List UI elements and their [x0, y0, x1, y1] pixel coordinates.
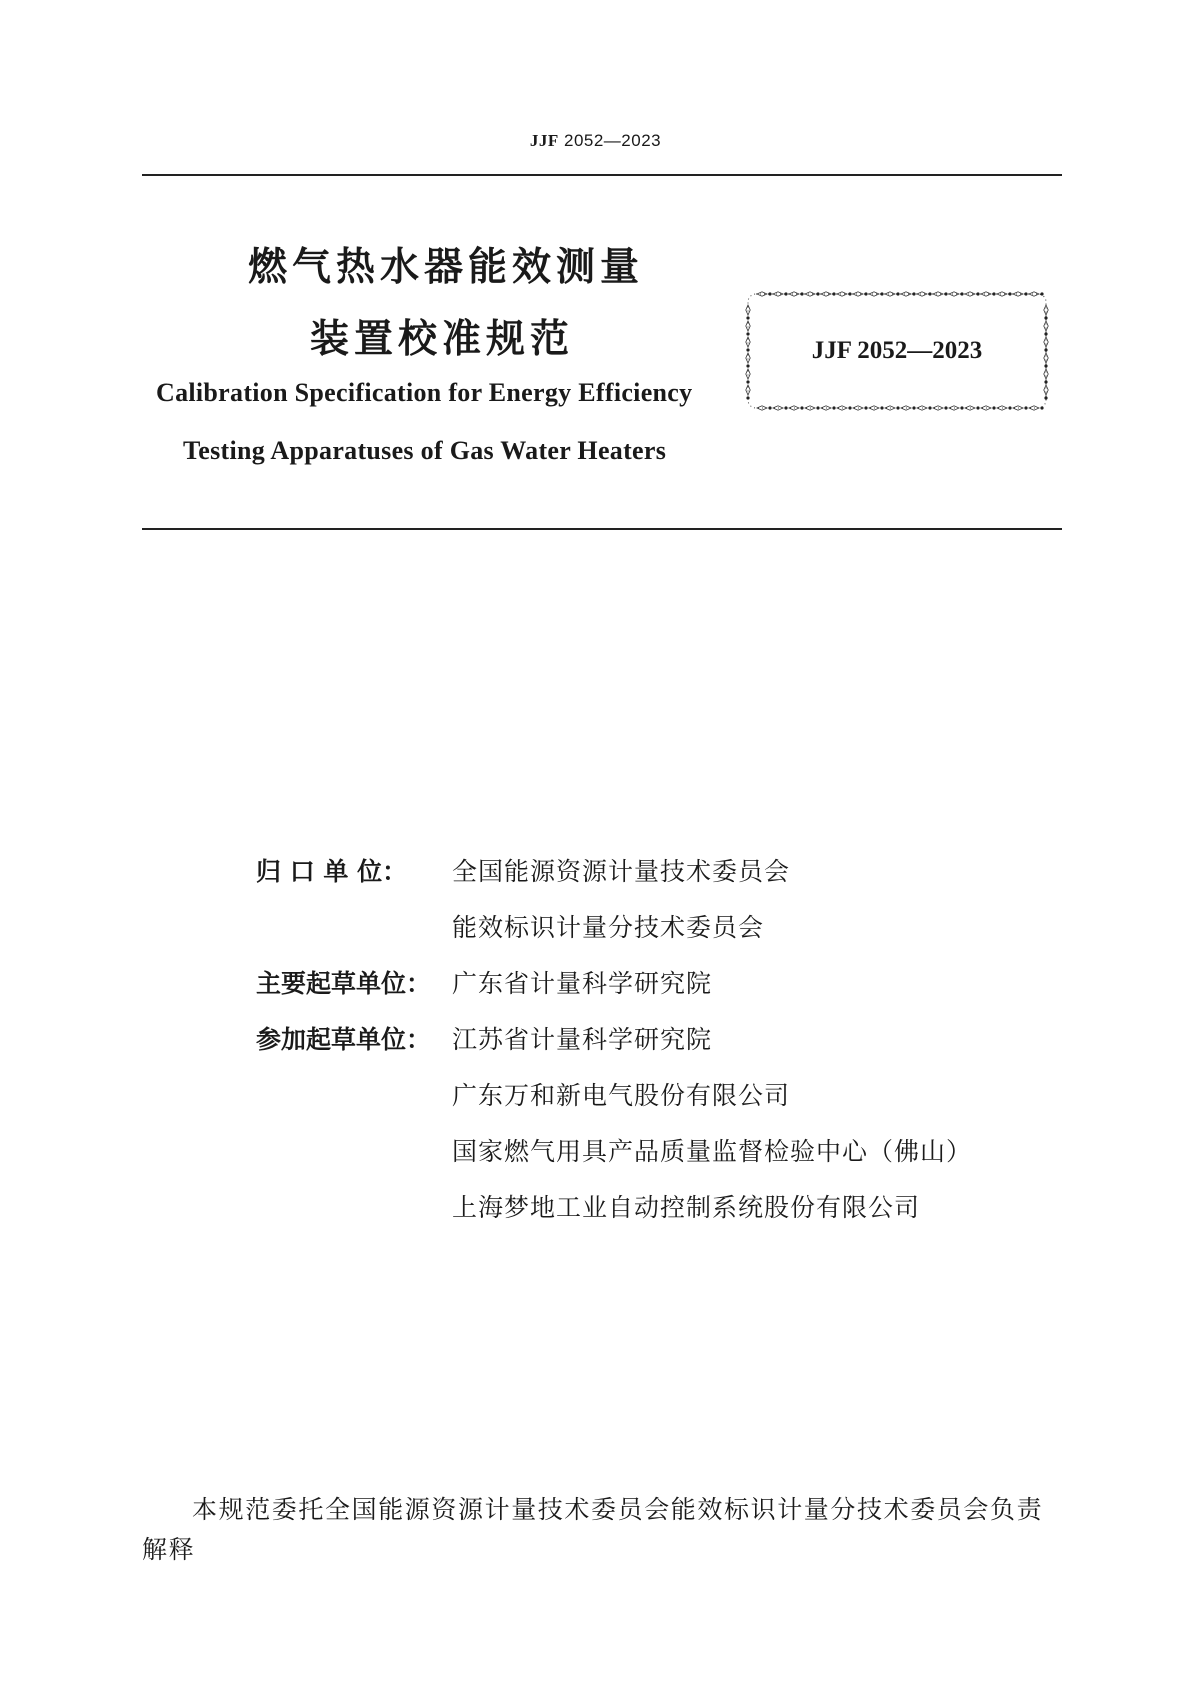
participating-unit-2: 广东万和新电气股份有限公司	[452, 1081, 791, 1110]
main-drafting-unit-1: 广东省计量科学研究院	[452, 969, 713, 998]
standard-code-box-text: JJF 2052—2023	[811, 337, 983, 364]
centralized-unit-label: 归 口 单 位：	[256, 857, 408, 886]
interpretation-note: 本规范委托全国能源资源计量技术委员会能效标识计量分技术委员会负责解释	[142, 1495, 1044, 1564]
centralized-unit-2: 能效标识计量分技术委员会	[452, 913, 765, 942]
participating-unit-3: 国家燃气用具产品质量监督检验中心（佛山）	[452, 1137, 973, 1166]
standard-code-box	[742, 288, 1052, 414]
participating-unit-1: 江苏省计量科学研究院	[452, 1025, 713, 1054]
participating-label: 参加起草单位：	[256, 1025, 432, 1054]
middle-rule	[142, 528, 1062, 530]
title-en-line2: Testing Apparatuses of Gas Water Heaters	[183, 436, 667, 465]
participating-unit-4: 上海梦地工业自动控制系统股份有限公司	[452, 1193, 921, 1222]
header-code-number: 2052—2023	[563, 131, 662, 150]
title-en-line1: Calibration Specification for Energy Efficiency	[156, 378, 693, 407]
top-rule	[142, 174, 1062, 176]
title-cn-line1: 燃气热水器能效测量	[248, 245, 645, 290]
header-standard-code	[0, 131, 1191, 151]
main-drafting-label: 主要起草单位：	[256, 969, 432, 998]
header-code-prefix: JJF	[529, 131, 559, 150]
title-cn-line2: 装置校准规范	[310, 317, 575, 362]
centralized-unit-1: 全国能源资源计量技术委员会	[452, 857, 791, 886]
